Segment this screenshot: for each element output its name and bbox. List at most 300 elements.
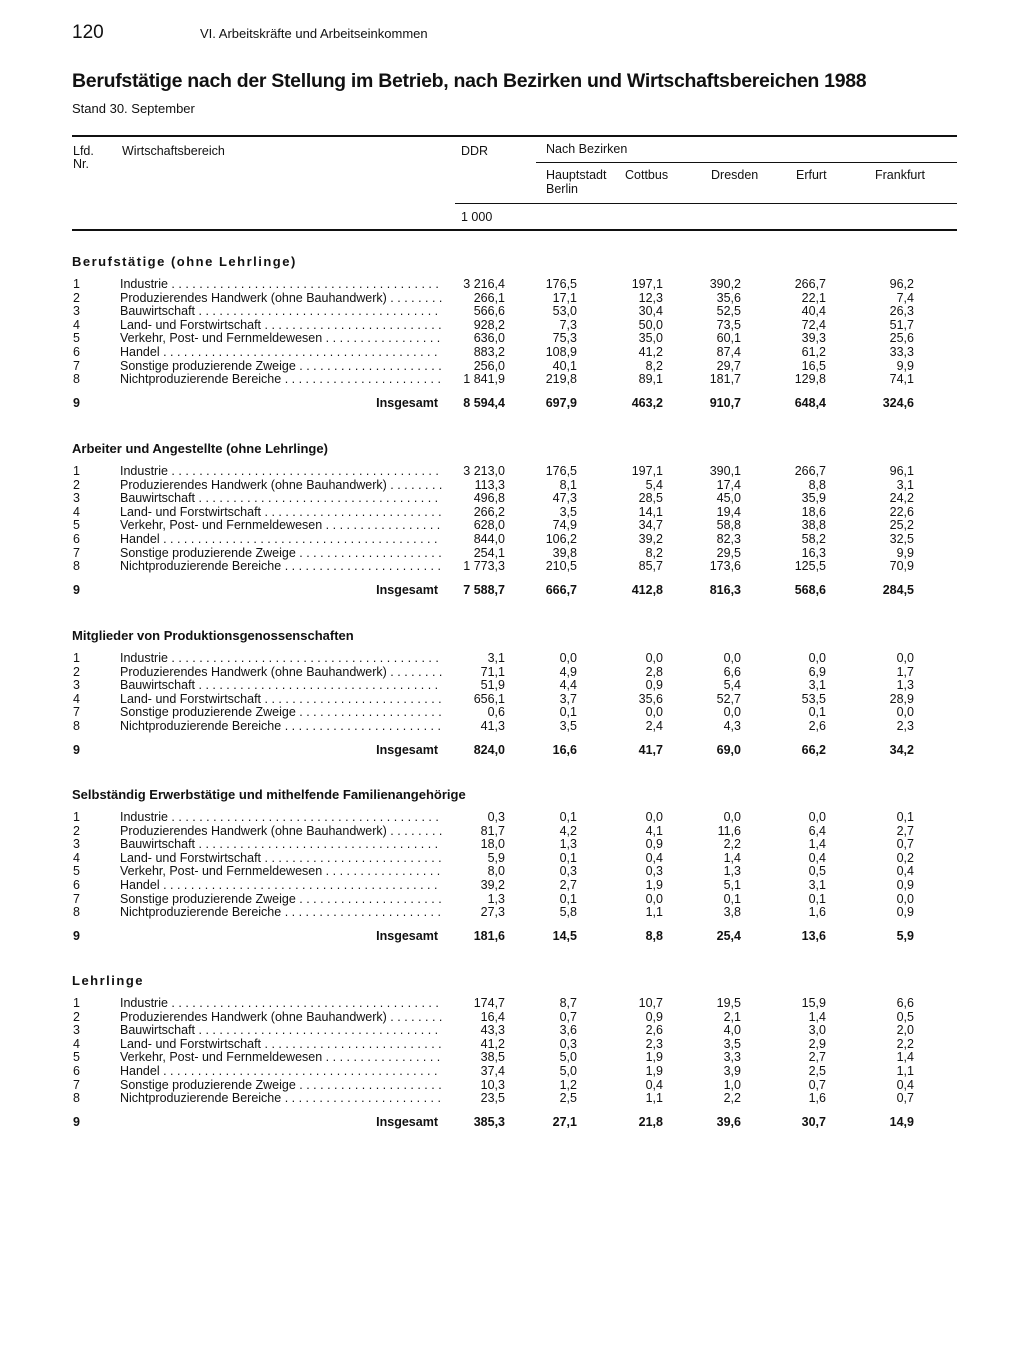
row-label: Nichtproduzierende Bereiche . . .	[120, 906, 442, 920]
row-label: Verkehr, Post- und Fernmeldewesen . . .	[120, 519, 442, 533]
section-title: Lehrlinge	[72, 973, 145, 988]
table-row	[0, 519, 1024, 533]
table-total-row	[0, 744, 1024, 758]
cell-value: 38,8	[801, 518, 826, 533]
cell-value: 51,7	[889, 317, 914, 332]
cell-value: 16,3	[801, 545, 826, 560]
cell-value: 8,2	[645, 358, 663, 373]
cell-value: 0,4	[645, 850, 663, 865]
cell-value: 4,9	[559, 664, 577, 679]
row-label: Sonstige produzierende Zweige . . .	[120, 1079, 442, 1093]
cell-value: 40,4	[801, 304, 826, 319]
row-number: 7	[73, 1077, 80, 1092]
table-row	[0, 292, 1024, 306]
col-wirtschaftsbereich: Wirtschaftsbereich	[122, 144, 225, 158]
cell-value: 125,5	[794, 559, 826, 574]
cell-value: 61,2	[801, 345, 826, 359]
cell-value: 30,7	[801, 1114, 826, 1129]
cell-value: 0,3	[559, 864, 577, 879]
row-number: 4	[73, 850, 80, 865]
cell-value: 52,5	[716, 304, 741, 319]
cell-value: 636,0	[473, 331, 505, 346]
row-number: 6	[73, 1064, 80, 1078]
col-ddr: DDR	[461, 144, 489, 158]
cell-value: 2,9	[808, 1036, 826, 1051]
table-row	[0, 319, 1024, 333]
col-erfurt: Erfurt	[796, 168, 827, 182]
cell-value: 35,0	[638, 331, 663, 346]
cell-value: 1,6	[808, 1091, 826, 1106]
cell-value: 17,4	[716, 477, 741, 492]
cell-value: 13,6	[801, 928, 826, 943]
row-label: Land- und Forstwirtschaft . . .	[120, 852, 442, 866]
cell-value: 2,4	[645, 719, 663, 733]
cell-value: 3,5	[559, 719, 577, 733]
cell-value: 0,0	[896, 891, 914, 906]
cell-value: 39,3	[801, 331, 826, 346]
cell-value: 1,0	[723, 1077, 741, 1092]
cell-value: 2,5	[559, 1091, 577, 1106]
cell-value: 1,1	[645, 905, 663, 920]
cell-value: 3,1	[808, 678, 826, 693]
row-number: 3	[73, 678, 80, 693]
cell-value: 14,9	[889, 1114, 914, 1129]
cell-value: 89,1	[638, 372, 663, 387]
page-title: Berufstätige nach der Stellung im Betrieb, nach Bezirken und Wirtschaftsbereichen 1988	[72, 70, 867, 92]
table-row	[0, 865, 1024, 879]
row-number: 2	[73, 290, 80, 305]
row-number: 5	[73, 331, 80, 346]
row-label: Land- und Forstwirtschaft . . .	[120, 1038, 442, 1052]
cell-value: 910,7	[709, 395, 741, 410]
cell-value: 2,2	[723, 837, 741, 852]
cell-value: 24,2	[889, 491, 914, 506]
table-total-row	[0, 397, 1024, 411]
table-row	[0, 1011, 1024, 1025]
col-lfd: Lfd.	[73, 144, 94, 158]
cell-value: 181,7	[709, 372, 741, 387]
cell-value: 73,5	[716, 317, 741, 332]
row-number: 3	[73, 304, 80, 319]
row-number: 2	[73, 1009, 80, 1024]
row-label: Land- und Forstwirtschaft . . .	[120, 693, 442, 707]
cell-value: 2,7	[559, 878, 577, 892]
row-label: Verkehr, Post- und Fernmeldewesen . . .	[120, 865, 442, 879]
cell-value: 9,9	[896, 358, 914, 373]
table-row	[0, 1092, 1024, 1106]
section-title: Mitglieder von Produktionsgenossenschaften	[72, 628, 354, 643]
cell-value: 39,8	[552, 545, 577, 560]
cell-value: 174,7	[473, 996, 505, 1010]
cell-value: 39,2	[638, 532, 663, 546]
cell-value: 0,5	[896, 1009, 914, 1024]
cell-value: 5,1	[723, 878, 741, 892]
row-number: 5	[73, 518, 80, 533]
cell-value: 0,0	[645, 810, 663, 824]
cell-value: 1,4	[808, 837, 826, 852]
row-label: Nichtproduzierende Bereiche . . .	[120, 720, 442, 734]
cell-value: 5,9	[896, 928, 914, 943]
table-row	[0, 706, 1024, 720]
table-row	[0, 346, 1024, 360]
cell-value: 0,0	[559, 651, 577, 665]
cell-value: 8 594,4	[463, 395, 505, 410]
cell-value: 1 773,3	[463, 559, 505, 574]
cell-value: 0,3	[559, 1036, 577, 1051]
cell-value: 210,5	[545, 559, 577, 574]
cell-value: 3,5	[723, 1036, 741, 1051]
table-row	[0, 1065, 1024, 1079]
cell-value: 568,6	[794, 582, 826, 597]
total-label: Insgesamt	[376, 928, 438, 943]
cell-value: 5,0	[559, 1064, 577, 1078]
cell-value: 35,6	[716, 290, 741, 305]
cell-value: 0,3	[487, 810, 505, 824]
table-row	[0, 852, 1024, 866]
cell-value: 3,6	[559, 1023, 577, 1038]
row-number: 6	[73, 345, 80, 359]
cell-value: 9,9	[896, 545, 914, 560]
cell-value: 1,4	[723, 850, 741, 865]
cell-value: 60,1	[716, 331, 741, 346]
col-nr: Nr.	[73, 157, 89, 171]
cell-value: 0,4	[896, 864, 914, 879]
cell-value: 2,2	[723, 1091, 741, 1106]
cell-value: 4,0	[723, 1023, 741, 1038]
cell-value: 666,7	[545, 582, 577, 597]
cell-value: 173,6	[709, 559, 741, 574]
table-row	[0, 1038, 1024, 1052]
row-number: 3	[73, 1023, 80, 1038]
table-row	[0, 479, 1024, 493]
cell-value: 1,9	[645, 878, 663, 892]
cell-value: 16,6	[552, 742, 577, 757]
row-number: 7	[73, 705, 80, 720]
table-total-row	[0, 584, 1024, 598]
row-number: 9	[73, 1114, 80, 1129]
cell-value: 0,0	[723, 705, 741, 720]
row-number: 9	[73, 742, 80, 757]
cell-value: 4,1	[645, 823, 663, 838]
row-number: 7	[73, 358, 80, 373]
cell-value: 39,6	[716, 1114, 741, 1129]
row-label: Produzierendes Handwerk (ohne Bauhandwerk) . . .	[120, 1011, 442, 1025]
cell-value: 15,9	[801, 996, 826, 1010]
row-number: 7	[73, 545, 80, 560]
cell-value: 35,6	[638, 691, 663, 706]
row-number: 2	[73, 664, 80, 679]
cell-value: 0,3	[645, 864, 663, 879]
table-row	[0, 666, 1024, 680]
cell-value: 40,1	[552, 358, 577, 373]
cell-value: 1,3	[896, 678, 914, 693]
cell-value: 25,2	[889, 518, 914, 533]
cell-value: 5,4	[645, 477, 663, 492]
row-number: 4	[73, 504, 80, 519]
cell-value: 41,7	[638, 742, 663, 757]
row-number: 8	[73, 719, 80, 733]
row-label: Land- und Forstwirtschaft . . .	[120, 506, 442, 520]
cell-value: 53,5	[801, 691, 826, 706]
row-number: 2	[73, 823, 80, 838]
cell-value: 19,4	[716, 504, 741, 519]
cell-value: 1,9	[645, 1050, 663, 1065]
cell-value: 38,5	[480, 1050, 505, 1065]
row-label: Bauwirtschaft . . .	[120, 679, 442, 693]
cell-value: 0,1	[559, 891, 577, 906]
cell-value: 66,2	[801, 742, 826, 757]
row-label: Produzierendes Handwerk (ohne Bauhandwerk) . . .	[120, 292, 442, 306]
cell-value: 4,3	[723, 719, 741, 733]
cell-value: 496,8	[473, 491, 505, 506]
cell-value: 0,7	[896, 837, 914, 852]
table-row	[0, 305, 1024, 319]
row-number: 8	[73, 559, 80, 574]
cell-value: 17,1	[552, 290, 577, 305]
cell-value: 45,0	[716, 491, 741, 506]
cell-value: 0,1	[559, 705, 577, 720]
cell-value: 8,0	[487, 864, 505, 879]
cell-value: 463,2	[631, 395, 663, 410]
cell-value: 266,7	[794, 277, 826, 291]
table-row	[0, 1051, 1024, 1065]
table-row	[0, 560, 1024, 574]
cell-value: 197,1	[631, 277, 663, 291]
cell-value: 1,3	[487, 891, 505, 906]
cell-value: 11,6	[717, 823, 741, 838]
table-row	[0, 465, 1024, 479]
cell-value: 390,1	[709, 464, 741, 478]
cell-value: 96,1	[889, 464, 914, 478]
col-cottbus: Cottbus	[625, 168, 669, 182]
cell-value: 74,1	[889, 372, 914, 387]
row-number: 4	[73, 691, 80, 706]
cell-value: 129,8	[794, 372, 826, 387]
cell-value: 58,8	[716, 518, 741, 533]
cell-value: 52,7	[716, 691, 741, 706]
cell-value: 26,3	[889, 304, 914, 319]
cell-value: 0,1	[559, 850, 577, 865]
cell-value: 41,3	[480, 719, 505, 733]
cell-value: 3,1	[808, 878, 826, 892]
cell-value: 0,9	[645, 837, 663, 852]
col-nach-bezirken: Nach Bezirken	[546, 142, 628, 156]
cell-value: 4,4	[559, 678, 577, 693]
row-label: Industrie . . .	[120, 652, 442, 666]
cell-value: 0,1	[723, 891, 741, 906]
cell-value: 6,6	[723, 664, 741, 679]
cell-value: 824,0	[473, 742, 505, 757]
cell-value: 928,2	[473, 317, 505, 332]
table-row	[0, 906, 1024, 920]
col-dresden: Dresden	[711, 168, 759, 182]
cell-value: 113,3	[474, 477, 505, 492]
cell-value: 22,1	[801, 290, 826, 305]
row-label: Bauwirtschaft . . .	[120, 305, 442, 319]
table-row	[0, 652, 1024, 666]
cell-value: 25,4	[716, 928, 741, 943]
cell-value: 0,9	[645, 1009, 663, 1024]
cell-value: 0,7	[896, 1091, 914, 1106]
row-label: Verkehr, Post- und Fernmeldewesen . . .	[120, 1051, 442, 1065]
cell-value: 2,6	[808, 719, 826, 733]
row-label: Handel . . .	[120, 1065, 442, 1079]
cell-value: 181,6	[473, 928, 505, 943]
row-label: Verkehr, Post- und Fernmeldewesen . . .	[120, 332, 442, 346]
cell-value: 816,3	[709, 582, 741, 597]
row-label: Nichtproduzierende Bereiche . . .	[120, 560, 442, 574]
cell-value: 70,9	[889, 559, 914, 574]
cell-value: 33,3	[889, 345, 914, 359]
cell-value: 0,0	[896, 705, 914, 720]
cell-value: 1,3	[723, 864, 741, 879]
cell-value: 21,8	[638, 1114, 663, 1129]
cell-value: 0,0	[645, 651, 663, 665]
cell-value: 6,6	[896, 996, 914, 1010]
cell-value: 883,2	[473, 345, 505, 359]
row-number: 2	[73, 477, 80, 492]
cell-value: 697,9	[545, 395, 577, 410]
cell-value: 2,7	[896, 823, 914, 838]
cell-value: 10,3	[480, 1077, 505, 1092]
table-row	[0, 997, 1024, 1011]
table-row	[0, 838, 1024, 852]
cell-value: 0,9	[896, 905, 914, 920]
row-label: Sonstige produzierende Zweige . . .	[120, 547, 442, 561]
cell-value: 0,1	[808, 705, 826, 720]
cell-value: 2,3	[896, 719, 914, 733]
cell-value: 3,1	[487, 651, 505, 665]
cell-value: 7 588,7	[463, 582, 505, 597]
row-label: Handel . . .	[120, 879, 442, 893]
cell-value: 35,9	[801, 491, 826, 506]
cell-value: 23,5	[480, 1091, 505, 1106]
cell-value: 254,1	[473, 545, 505, 560]
cell-value: 4,2	[559, 823, 577, 838]
cell-value: 0,1	[896, 810, 914, 824]
row-label: Produzierendes Handwerk (ohne Bauhandwerk) . . .	[120, 825, 442, 839]
row-number: 3	[73, 837, 80, 852]
row-label: Sonstige produzierende Zweige . . .	[120, 893, 442, 907]
cell-value: 28,5	[638, 491, 663, 506]
cell-value: 30,4	[638, 304, 663, 319]
table-total-row	[0, 930, 1024, 944]
cell-value: 566,6	[473, 304, 505, 319]
cell-value: 3,8	[723, 905, 741, 920]
table-row	[0, 811, 1024, 825]
cell-value: 0,0	[723, 651, 741, 665]
cell-value: 34,2	[889, 742, 914, 757]
cell-value: 844,0	[473, 532, 505, 546]
row-number: 1	[73, 651, 80, 665]
cell-value: 6,4	[808, 823, 826, 838]
cell-value: 0,7	[808, 1077, 826, 1092]
row-number: 5	[73, 1050, 80, 1065]
cell-value: 39,2	[480, 878, 505, 892]
cell-value: 0,0	[808, 810, 826, 824]
row-label: Handel . . .	[120, 533, 442, 547]
row-label: Sonstige produzierende Zweige . . .	[120, 706, 442, 720]
cell-value: 75,3	[552, 331, 577, 346]
cell-value: 8,8	[645, 928, 663, 943]
cell-value: 1,1	[896, 1064, 914, 1078]
cell-value: 18,6	[801, 504, 826, 519]
row-label: Bauwirtschaft . . .	[120, 492, 442, 506]
cell-value: 0,0	[645, 705, 663, 720]
row-label: Industrie . . .	[120, 997, 442, 1011]
cell-value: 8,2	[645, 545, 663, 560]
cell-value: 41,2	[480, 1036, 505, 1051]
cell-value: 85,7	[638, 559, 663, 574]
row-label: Nichtproduzierende Bereiche . . .	[120, 1092, 442, 1106]
row-number: 3	[73, 491, 80, 506]
cell-value: 69,0	[716, 742, 741, 757]
cell-value: 3 216,4	[463, 277, 505, 291]
table-total-row	[0, 1116, 1024, 1130]
cell-value: 1,9	[645, 1064, 663, 1078]
cell-value: 656,1	[473, 691, 505, 706]
row-number: 8	[73, 1091, 80, 1106]
row-label: Industrie . . .	[120, 465, 442, 479]
cell-value: 25,6	[889, 331, 914, 346]
row-label: Sonstige produzierende Zweige . . .	[120, 360, 442, 374]
cell-value: 390,2	[709, 277, 741, 291]
cell-value: 0,1	[559, 810, 577, 824]
section-title: Selbständig Erwerbstätige und mithelfende Familienangehörige	[72, 787, 466, 802]
row-label: Industrie . . .	[120, 811, 442, 825]
cell-value: 0,2	[896, 850, 914, 865]
cell-value: 50,0	[638, 317, 663, 332]
row-number: 1	[73, 996, 80, 1010]
cell-value: 5,9	[487, 850, 505, 865]
cell-value: 8,1	[559, 477, 577, 492]
cell-value: 1,1	[645, 1091, 663, 1106]
cell-value: 0,0	[723, 810, 741, 824]
cell-value: 5,4	[723, 678, 741, 693]
cell-value: 385,3	[473, 1114, 505, 1129]
table-row	[0, 278, 1024, 292]
cell-value: 3 213,0	[463, 464, 505, 478]
cell-value: 266,2	[473, 504, 505, 519]
cell-value: 256,0	[473, 358, 505, 373]
cell-value: 106,2	[545, 532, 577, 546]
col-berlin-line1: Hauptstadt	[546, 168, 607, 182]
cell-value: 7,3	[559, 317, 577, 332]
row-label: Industrie . . .	[120, 278, 442, 292]
total-label: Insgesamt	[376, 1114, 438, 1129]
cell-value: 1,2	[559, 1077, 577, 1092]
table-row	[0, 547, 1024, 561]
cell-value: 29,7	[716, 358, 741, 373]
page-subtitle: Stand 30. September	[72, 101, 195, 116]
table-row	[0, 373, 1024, 387]
cell-value: 47,3	[552, 491, 577, 506]
row-number: 5	[73, 864, 80, 879]
row-number: 8	[73, 372, 80, 387]
cell-value: 71,1	[480, 664, 505, 679]
col-berlin-line2: Berlin	[546, 182, 578, 196]
table-row	[0, 1024, 1024, 1038]
cell-value: 0,4	[645, 1077, 663, 1092]
cell-value: 6,9	[808, 664, 826, 679]
page-number: 120	[72, 22, 104, 43]
cell-value: 41,2	[638, 345, 663, 359]
table-row	[0, 506, 1024, 520]
cell-value: 74,9	[552, 518, 577, 533]
row-number: 4	[73, 1036, 80, 1051]
cell-value: 3,1	[896, 477, 914, 492]
table-row	[0, 679, 1024, 693]
